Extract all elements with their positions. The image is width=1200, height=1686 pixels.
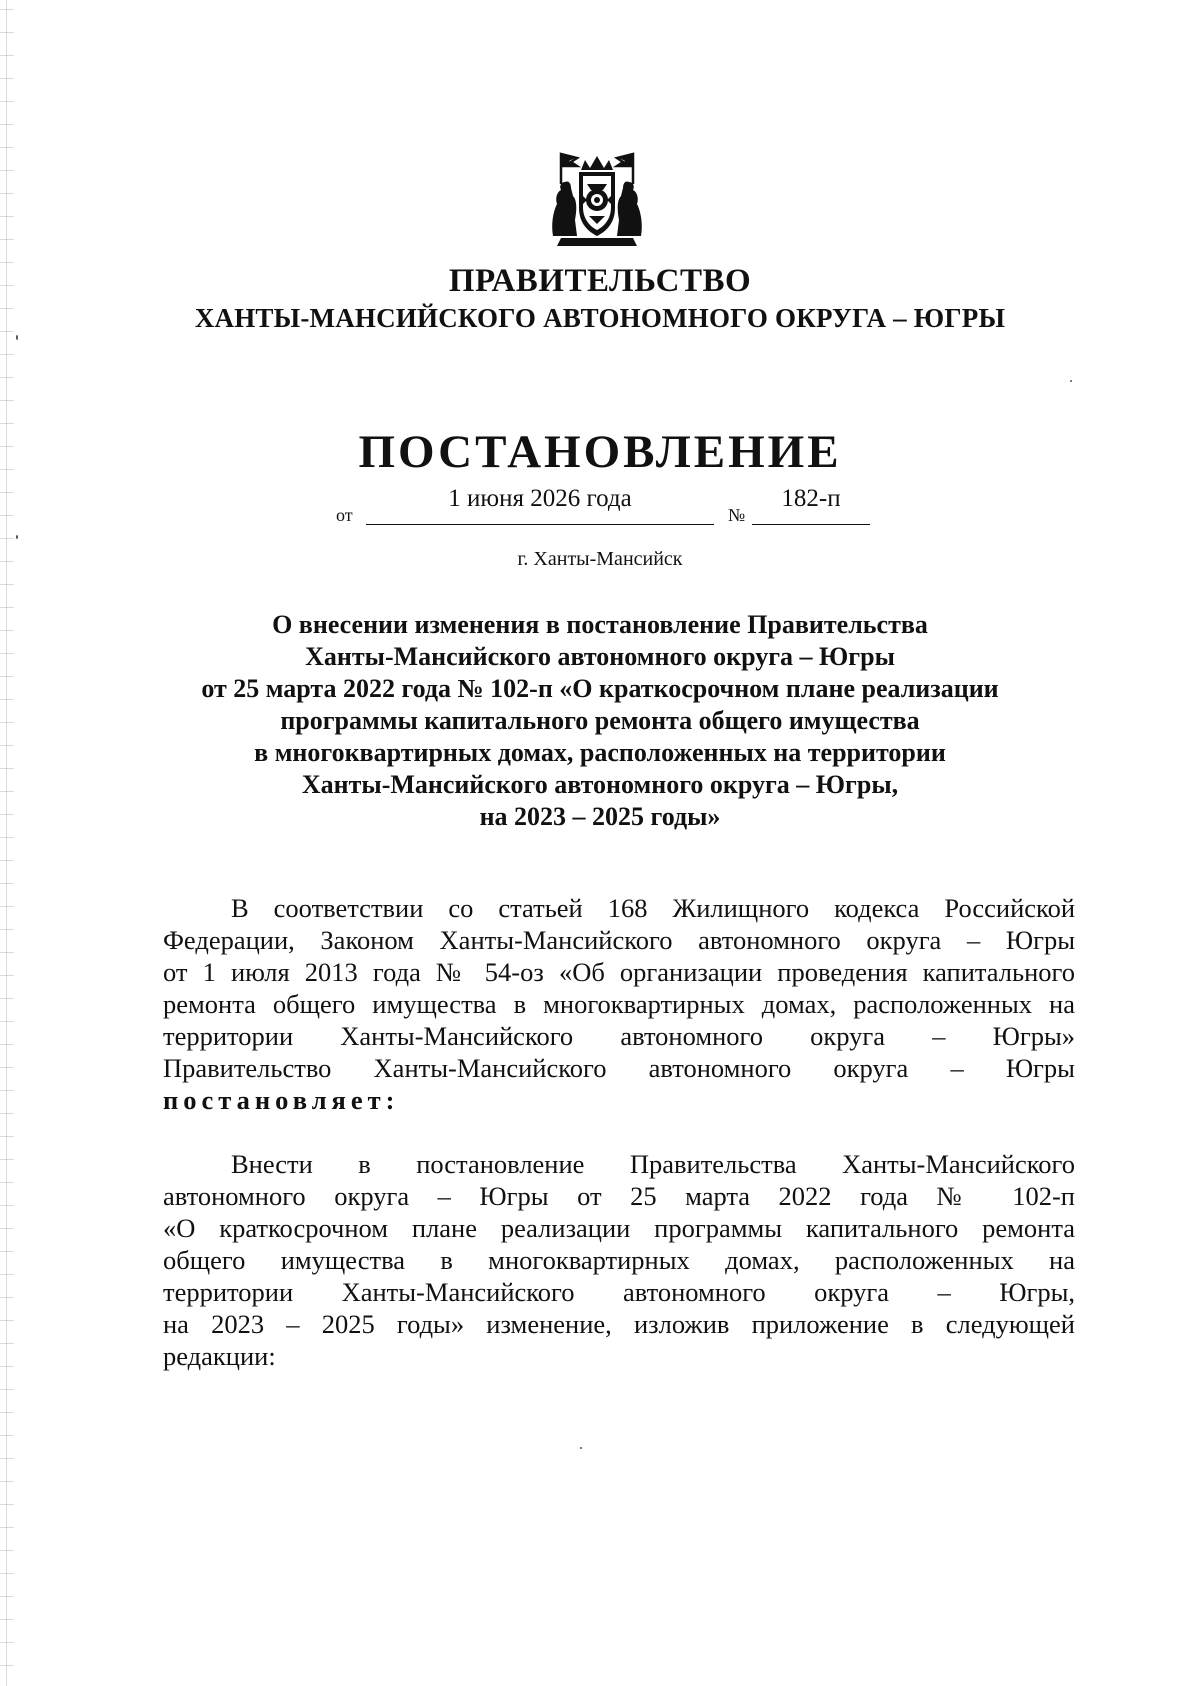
date-underline: [366, 524, 714, 525]
number-sign: №: [728, 505, 746, 525]
body-line: Внести в постановление Правительства Ханты-Мансийского: [231, 1149, 1075, 1179]
subject-line: на 2023 – 2025 годы»: [479, 802, 721, 831]
subject-line: Ханты-Мансийского автономного округа – Югры: [305, 642, 895, 671]
government-title: ПРАВИТЕЛЬСТВО: [448, 263, 752, 299]
body-line: Правительство Ханты-Мансийского автономного округа – Югры: [163, 1053, 1075, 1083]
subject-line: программы капитального ремонта общего имущества: [280, 706, 920, 735]
scan-speck: [1070, 380, 1072, 382]
body-line: автономного округа – Югры от 25 марта 2022 года № 102-п: [163, 1181, 1075, 1211]
body-line: территории Ханты-Мансийского автономного округа – Югры»: [163, 1021, 1075, 1051]
from-label: от: [336, 505, 353, 525]
document-date: 1 июня 2026 года: [448, 485, 632, 512]
operative-paragraph: [163, 1148, 1075, 1372]
document-number: 182-п: [781, 485, 841, 512]
document-type-title: ПОСТАНОВЛЕНИЕ: [358, 426, 842, 478]
body-line: «О краткосрочном плане реализации программы капитального ремонта: [163, 1213, 1075, 1243]
body-line: Федерации, Законом Ханты-Мансийского автономного округа – Югры: [163, 925, 1075, 955]
body-line: ремонта общего имущества в многоквартирных домах, расположенных на: [163, 989, 1075, 1019]
date-number-line: [0, 485, 1200, 535]
document-subject: [160, 609, 1040, 833]
body-line: от 1 июля 2013 года № 54-оз «Об организации проведения капитального: [163, 957, 1075, 987]
scan-speck: [580, 1447, 582, 1449]
body-line: редакции:: [163, 1341, 276, 1371]
scan-edge-artifact: [0, 0, 14, 1686]
number-underline: [752, 524, 870, 525]
subject-line: в многоквартирных домах, расположенных на территории: [254, 738, 946, 767]
body-line: общего имущества в многоквартирных домах, расположенных на: [163, 1245, 1075, 1275]
coat-of-arms-icon: [547, 150, 647, 250]
preamble-paragraph: [163, 892, 1075, 1116]
government-region-title: ХАНТЫ-МАНСИЙСКОГО АВТОНОМНОГО ОКРУГА – ЮГРЫ: [194, 303, 1006, 333]
body-line: территории Ханты-Мансийского автономного округа – Югры,: [163, 1277, 1075, 1307]
scan-speck: [16, 335, 18, 340]
body-line: В соответствии со статьей 168 Жилищного кодекса Российской: [231, 893, 1075, 923]
document-city: г. Ханты-Мансийск: [517, 548, 683, 570]
body-line: на 2023 – 2025 годы» изменение, изложив приложение в следующей: [163, 1309, 1075, 1339]
subject-line: О внесении изменения в постановление Правительства: [272, 610, 928, 639]
scan-speck: [16, 535, 18, 539]
subject-line: от 25 марта 2022 года № 102-п «О краткосрочном плане реализации: [201, 674, 999, 703]
resolves-word: постановляет:: [163, 1085, 400, 1115]
subject-line: Ханты-Мансийского автономного округа – Югры,: [301, 770, 899, 799]
